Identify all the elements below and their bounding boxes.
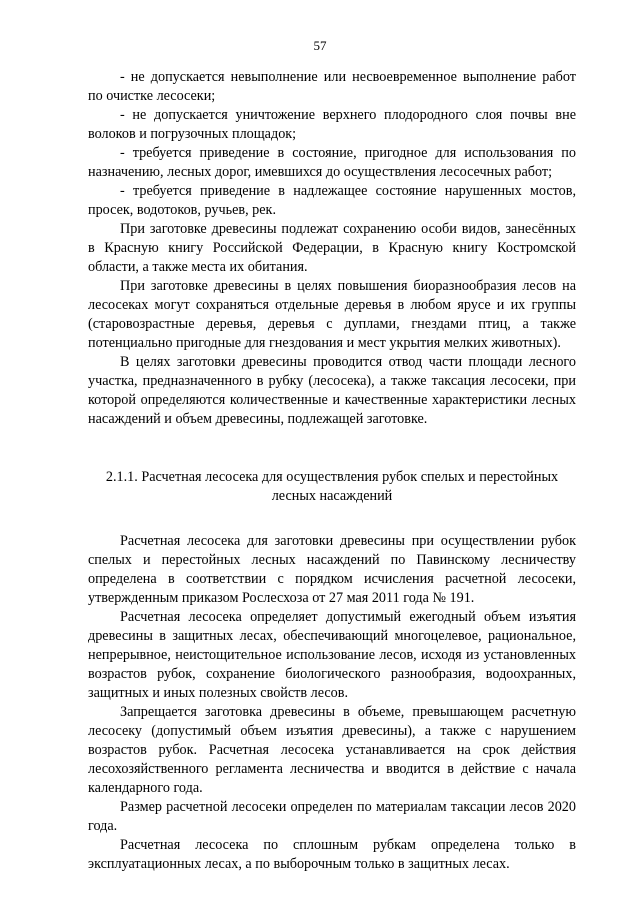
paragraph-red-book: При заготовке древесины подлежат сохранению особи видов, занесённых в Красную книгу Российской Федерации, в Красную книгу Костромской области, а также места их обитания. <box>88 221 576 275</box>
paragraph-biodiversity: При заготовке древесины в целях повышения биоразнообразия лесов на лесосеках могут сохраняться отдельные деревья в любом ярусе и их группы (старовозрастные деревья, деревья с дуплами, гнездами птиц, а также потенциально пригодные для гнездования и мест укрытия мелких животных). <box>88 278 576 351</box>
page-number: 57 <box>313 38 327 53</box>
paragraph-topsoil: - не допускается уничтожение верхнего плодородного слоя почвы вне волоков и погрузочных площадок; <box>88 107 576 142</box>
document-body <box>88 68 576 874</box>
paragraph-bridges: - требуется приведение в надлежащее состояние нарушенных мостов, просек, водотоков, ручьев, рек. <box>88 183 576 218</box>
paragraph-calculated-cutting-area: Расчетная лесосека для заготовки древесины при осуществлении рубок спелых и перестойных лесных насаждений по Павинскому лесничеству определена в соответствии с порядком исчисления расчетной лесосеки, утвержденным приказом Рослесхоза от 27 мая 2011 года № 191. <box>88 533 576 606</box>
paragraph-cleanup: - не допускается невыполнение или несвоевременное выполнение работ по очистке лесосеки; <box>88 69 576 104</box>
paragraph-annual-volume: Расчетная лесосека определяет допустимый ежегодный объем изъятия древесины в защитных лесах, обеспечивающий многоцелевое, рациональное, непрерывное, неистощительное использование лесов, исходя из установленных возрастов рубок, сохранение биологического разнообразия, водоохранных, защитных и иных полезных свойств лесов. <box>88 609 576 701</box>
paragraph-allotment: В целях заготовки древесины проводится отвод части площади лесного участка, предназначенного в рубку (лесосека), а также таксация лесосеки, при которой определяются количественные и качественные характеристики лесных насаждений и объем древесины, подлежащей заготовке. <box>88 354 576 427</box>
paragraph-taxation-2020: Размер расчетной лесосеки определен по материалам таксации лесов 2020 года. <box>88 799 576 834</box>
paragraph-prohibition: Запрещается заготовка древесины в объеме, превышающем расчетную лесосеку (допустимый объем изъятия древесины), а также с нарушением возрастов рубок. Расчетная лесосека устанавливается на срок действия лесохозяйственного регламента лесничества и вводится в действие с начала календарного года. <box>88 704 576 796</box>
section-heading: 2.1.1. Расчетная лесосека для осуществления рубок спелых и перестойных лесных насаждений <box>105 469 559 504</box>
paragraph-forest-roads: - требуется приведение в состояние, пригодное для использования по назначению, лесных дорог, имевшихся до осуществления лесосечных работ; <box>88 145 576 180</box>
paragraph-clear-cutting: Расчетная лесосека по сплошным рубкам определена только в эксплуатационных лесах, а по выборочным только в защитных лесах. <box>88 837 576 872</box>
